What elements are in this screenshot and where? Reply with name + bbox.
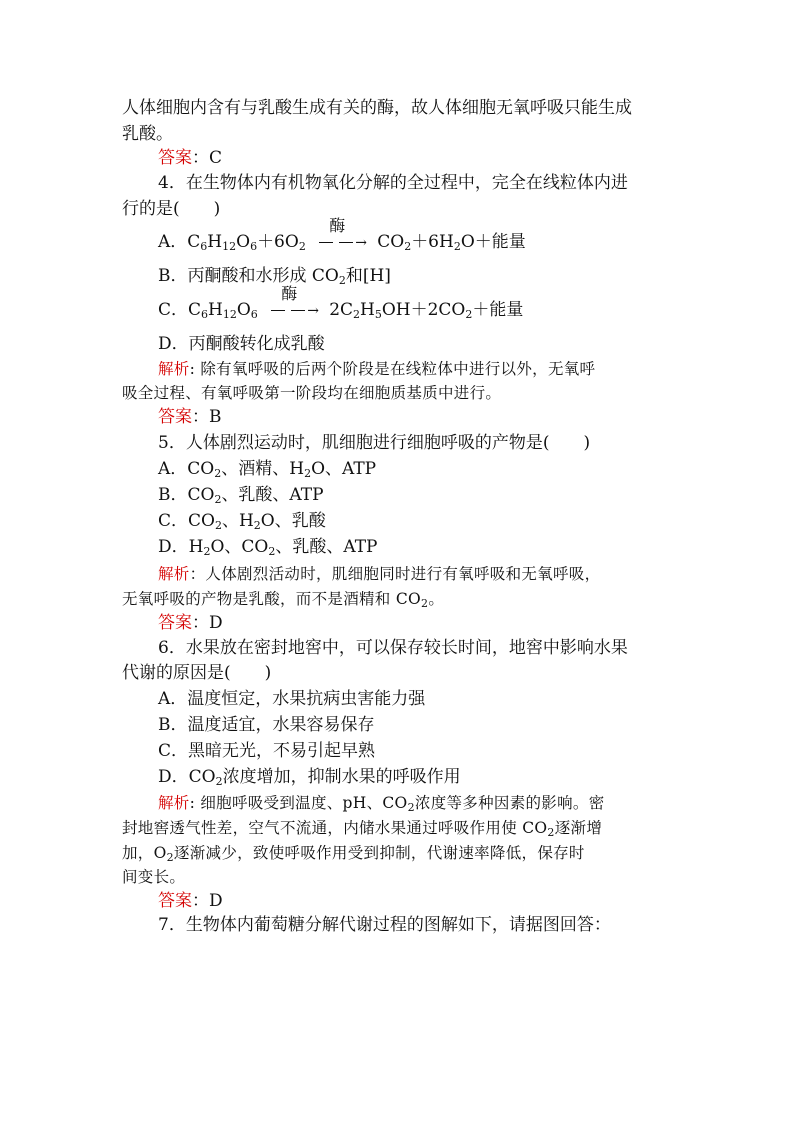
q6-stem-line-1: 6．水果放在密封地窖中，可以保存较长时间，地窖中影响水果 [158,638,628,658]
q6-option-c: C．黑暗无光，不易引起早熟 [158,741,376,761]
q6-answer: 答案：D [158,891,223,911]
answer-label: 答案 [158,891,192,911]
q6-option-d: D．$CO_2$浓度增加，抑制水果的呼吸作用 [158,767,461,788]
q5-option-d: D．$H_2O$、$CO_2$、乳酸、ATP [158,537,378,558]
analysis-label: 解析 [158,565,190,583]
intro-line-2: 乳酸。 [122,124,173,144]
q6-analysis-line-2: 封地窖透气性差，空气不流通，内储水果通过呼吸作用使 $CO_2$逐渐增 [122,819,603,839]
q4-analysis-line-1: 解析: 除有氧呼吸的后两个阶段是在线粒体中进行以外，无氧呼 [158,360,596,378]
answer-label: 答案 [158,613,192,633]
q4-stem-line-2: 行的是( ) [122,199,221,219]
q4-option-d: D．丙酮酸转化成乳酸 [158,334,325,354]
q6-option-b: B．温度适宜，水果容易保存 [158,715,375,735]
q6-analysis-line-1: 解析: 细胞呼吸受到温度、pH、$CO_2$浓度等多种因素的影响。密 [158,794,605,814]
q7-stem: 7．生物体内葡萄糖分解代谢过程的图解如下，请据图回答： [158,915,611,935]
answer-label: 答案 [158,148,192,168]
analysis-label: 解析 [158,794,190,812]
q4-option-c: C．$C_6H_{12}O_6$ 酶 → $2C_2H_5OH+2CO_2+$能量 [158,283,524,321]
enzyme-label: 酶 [329,215,346,235]
q6-option-a: A．温度恒定，水果抗病虫害能力强 [158,689,426,709]
q6-analysis-line-4: 间变长。 [122,868,186,886]
q5-option-b: B．$CO_2$、乳酸、ATP [158,485,324,506]
q6-stem-line-2: 代谢的原因是( ) [122,663,272,683]
q5-analysis-line-2: 无氧呼吸的产物是乳酸，而不是酒精和 $CO_2$。 [122,590,445,610]
q4-option-b: B．丙酮酸和水形成 $CO_2$和[H] [158,266,391,287]
q4-analysis-line-2: 吸全过程、有氧呼吸第一阶段均在细胞质基质中进行。 [122,384,502,402]
enzyme-arrow-icon: 酶 → [269,301,323,321]
q6-analysis-line-3: 加，$O_2$逐渐减少，致使呼吸作用受到抑制，代谢速率降低，保存时 [122,844,585,864]
analysis-label: 解析 [158,360,190,378]
enzyme-arrow-icon: 酶 → [317,233,371,253]
q3-answer: 答案：C [158,148,223,168]
intro-line-1: 人体细胞内含有与乳酸生成有关的酶，故人体细胞无氧呼吸只能生成 [122,98,632,118]
q5-option-a: A．$CO_2$、酒精、$H_2O$、ATP [158,459,377,480]
q4-stem-line-1: 4．在生物体内有机物氧化分解的全过程中，完全在线粒体内进 [158,173,628,193]
q4-answer: 答案：B [158,407,222,427]
q5-answer: 答案：D [158,613,223,633]
answer-label: 答案 [158,407,192,427]
q5-stem: 5．人体剧烈运动时，肌细胞进行细胞呼吸的产物是( ) [158,433,591,453]
enzyme-label: 酶 [281,283,298,303]
q5-analysis-line-1: 解析：人体剧烈活动时，肌细胞同时进行有氧呼吸和无氧呼吸， [158,565,601,583]
q4-option-a: A．$C_6H_{12}O_6+6O_2$ 酶 → $CO_2+6H_2O+$能量 [158,215,526,253]
q5-option-c: C．$CO_2$、$H_2O$、乳酸 [158,511,326,532]
